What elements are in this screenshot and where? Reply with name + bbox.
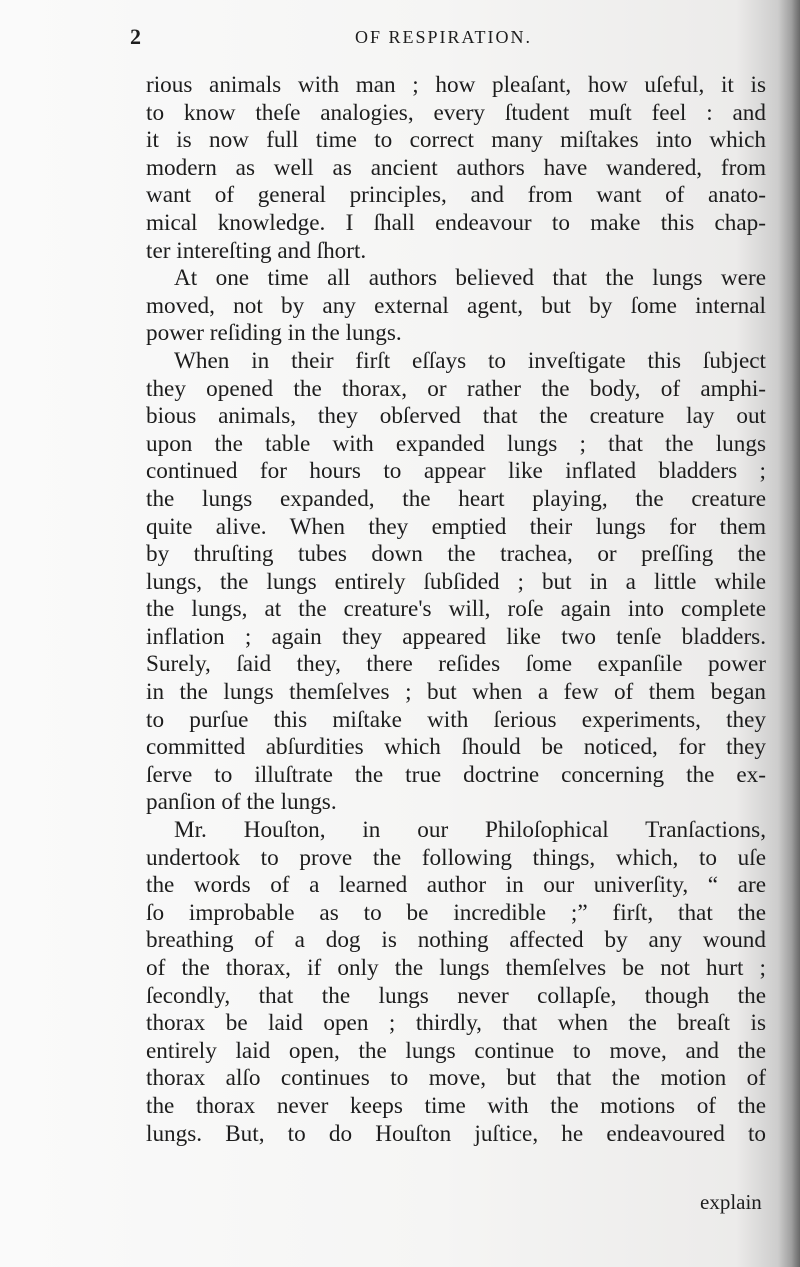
text-line: breathing of a dog is nothing affected by any wound bbox=[146, 927, 766, 954]
text-line: continued for hours to appear like inflated bladders ; bbox=[146, 458, 766, 485]
page-edge-shadow bbox=[778, 0, 800, 1267]
paragraph-start-line: When in their firſt eſſays to inveſtigate this ſubject bbox=[174, 347, 766, 374]
page-header bbox=[130, 24, 770, 60]
text-line: thorax be laid open ; thirdly, that when the breaſt is bbox=[146, 1010, 766, 1037]
text-line: lungs. But, to do Houſton juſtice, he endeavoured to bbox=[146, 1120, 766, 1147]
text-line: panſion of the lungs. bbox=[146, 789, 337, 816]
text-line: the thorax never keeps time with the motions of the bbox=[146, 1092, 766, 1119]
page-number: 2 bbox=[130, 24, 141, 49]
text-line: to purſue this miſtake with ſerious experiments, they bbox=[146, 706, 766, 733]
text-line: want of general principles, and from want of anato- bbox=[146, 182, 766, 209]
text-line: moved, not by any external agent, but by ſome internal bbox=[146, 292, 766, 319]
text-line: the lungs, at the creature's will, roſe again into complete bbox=[146, 596, 766, 623]
text-line: rious animals with man ; how pleaſant, how uſeful, it is bbox=[146, 72, 766, 98]
text-line: the words of a learned author in our univerſity, “ are bbox=[146, 872, 766, 899]
paragraph-start-line: At one time all authors believed that the lungs were bbox=[174, 265, 766, 292]
text-line: in the lungs themſelves ; but when a few of them began bbox=[146, 679, 766, 706]
text-line: power reſiding in the lungs. bbox=[146, 320, 402, 347]
text-line: quite alive. When they emptied their lungs for them bbox=[146, 513, 766, 540]
catchword: explain bbox=[700, 1190, 762, 1214]
text-line: ſerve to illuſtrate the true doctrine concerning the ex- bbox=[146, 761, 766, 788]
text-line: bious animals, they obſerved that the creature lay out bbox=[146, 403, 766, 430]
running-head: OF RESPIRATION. bbox=[355, 27, 533, 47]
text-line: entirely laid open, the lungs continue to move, and the bbox=[146, 1037, 766, 1064]
text-line: inflation ; again they appeared like two tenſe bladders. bbox=[146, 623, 766, 650]
text-line: by thruſting tubes down the trachea, or preſſing the bbox=[146, 541, 766, 568]
paragraph-start-line: Mr. Houſton, in our Philoſophical Tranſactions, bbox=[174, 817, 766, 844]
body-text bbox=[146, 72, 766, 1148]
text-line: upon the table with expanded lungs ; that the lungs bbox=[146, 430, 766, 457]
text-line: modern as well as ancient authors have wandered, from bbox=[146, 154, 766, 181]
text-line: committed abſurdities which ſhould be noticed, for they bbox=[146, 734, 766, 761]
text-line: Surely, ſaid they, there reſides ſome expanſile power bbox=[146, 651, 766, 678]
text-line: of the thorax, if only the lungs themſelves be not hurt ; bbox=[146, 955, 766, 981]
text-line: lungs, the lungs entirely ſubſided ; but in a little while bbox=[146, 568, 766, 595]
text-line: they opened the thorax, or rather the body, of amphi- bbox=[146, 375, 766, 402]
text-line: mical knowledge. I ſhall endeavour to make this chap- bbox=[146, 209, 766, 236]
text-line: it is now full time to correct many miſtakes into which bbox=[146, 127, 766, 154]
text-line: the lungs expanded, the heart playing, the creature bbox=[146, 485, 766, 512]
text-line: ſo improbable as to be incredible ;” firſt, that the bbox=[146, 899, 766, 926]
text-line: thorax alſo continues to move, but that the motion of bbox=[146, 1065, 766, 1092]
text-line: ter intereſting and ſhort. bbox=[146, 237, 367, 264]
text-line: undertook to prove the following things, which, to uſe bbox=[146, 844, 766, 871]
text-line: ſecondly, that the lungs never collapſe, though the bbox=[146, 982, 766, 1009]
text-line: to know theſe analogies, every ſtudent muſt feel : and bbox=[146, 99, 766, 126]
